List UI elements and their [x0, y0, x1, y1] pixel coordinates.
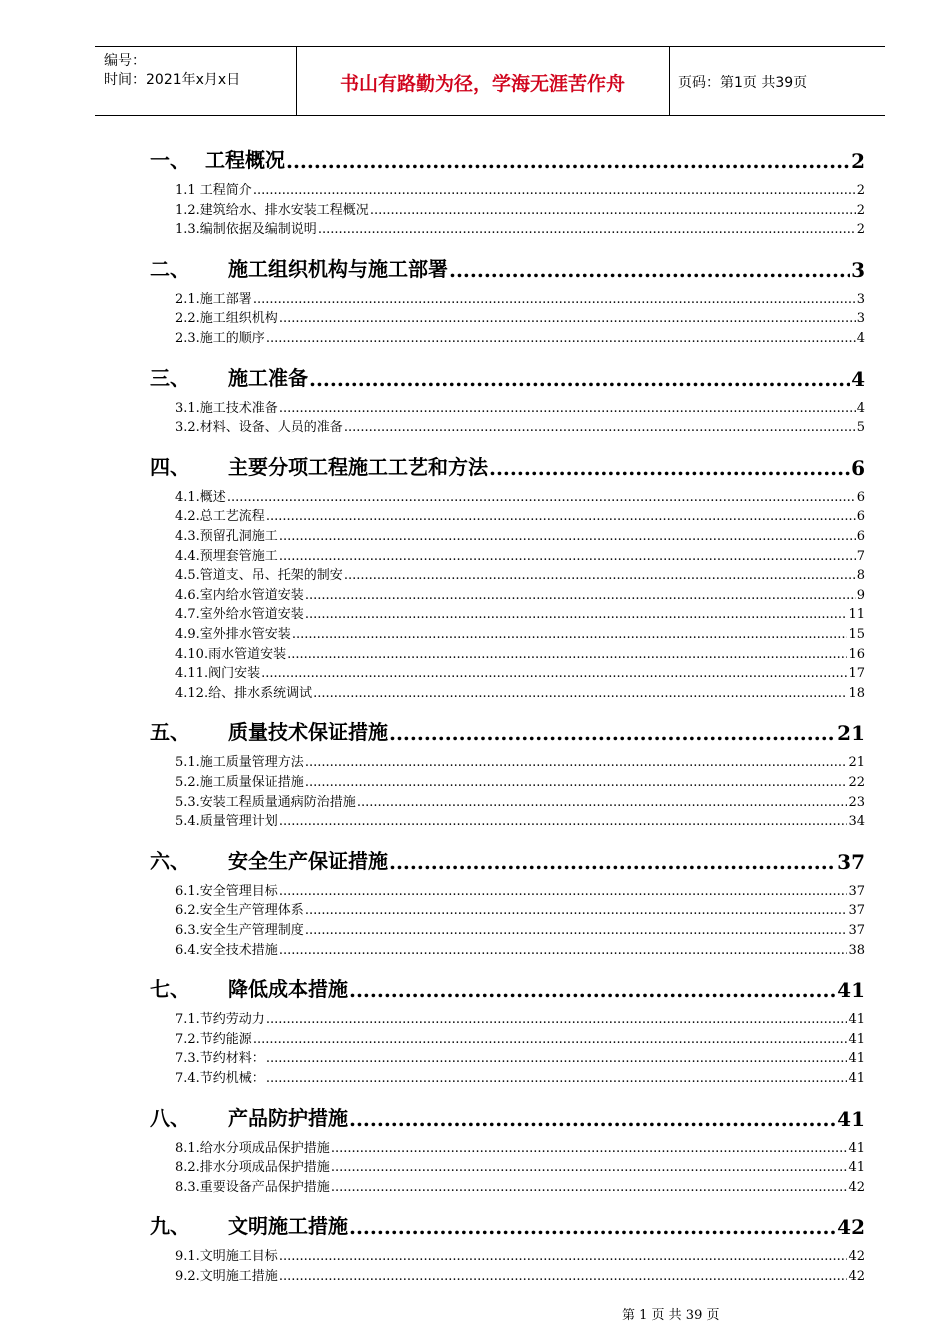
toc-section-title: 5.3.安装工程质量通病防治措施 — [175, 794, 356, 810]
toc-section-title: 2.2.施工组织机构 — [175, 311, 278, 327]
toc-chapter-title: 降低成本措施 — [228, 977, 348, 1002]
toc-chapter-number: 一、 — [150, 148, 190, 172]
toc-chapter-title: 主要分项工程施工工艺和方法 — [228, 454, 488, 479]
toc-chapter-entry[interactable] — [150, 1101, 865, 1131]
toc-leader-dots — [305, 775, 848, 790]
toc-page-number: 7 — [856, 548, 865, 564]
toc-section-title: 8.2.排水分项成品保护措施 — [175, 1160, 330, 1176]
toc-section-entry[interactable] — [150, 682, 865, 701]
document-header — [95, 46, 885, 116]
toc-leader-dots — [227, 490, 856, 505]
toc-section-title: 6.3.安全生产管理制度 — [175, 923, 304, 938]
toc-leader-dots — [305, 755, 848, 770]
toc-leader-dots — [489, 456, 850, 480]
toc-page-number: 42 — [848, 1249, 865, 1265]
header-motto-cell — [296, 47, 670, 115]
toc-section-entry[interactable] — [150, 791, 865, 810]
document-time-label: 时间：2021年x月x日 — [104, 72, 241, 88]
toc-section-entry[interactable] — [150, 416, 865, 435]
toc-chapter-title: 施工组织机构与施工部署 — [228, 256, 448, 281]
toc-page-number: 41 — [848, 1071, 865, 1086]
toc-section-entry[interactable] — [150, 1156, 865, 1175]
toc-chapter-number: 七、 — [150, 977, 190, 1002]
toc-leader-dots — [261, 666, 847, 681]
toc-page-number: 2 — [856, 222, 865, 238]
toc-page-number: 17 — [848, 666, 865, 682]
toc-chapter-title: 质量技术保证措施 — [228, 720, 388, 745]
toc-page-number: 41 — [837, 978, 865, 1003]
toc-page-number: 5 — [856, 420, 865, 436]
toc-leader-dots — [253, 1032, 848, 1047]
toc-chapter-number: 九、 — [150, 1214, 190, 1239]
toc-page-number: 41 — [848, 1051, 865, 1067]
toc-leader-dots — [389, 721, 836, 745]
toc-section-entry[interactable] — [150, 199, 865, 218]
toc-leader-dots — [349, 1215, 836, 1239]
toc-leader-dots — [318, 222, 856, 237]
toc-page-number: 15 — [848, 627, 865, 642]
toc-section-entry[interactable] — [150, 623, 865, 642]
toc-chapter-number: 五、 — [150, 720, 190, 745]
toc-section-title: 4.10.雨水管道安装 — [175, 646, 287, 662]
toc-chapter-title: 文明施工措施 — [228, 1214, 348, 1239]
toc-section-entry[interactable] — [150, 525, 865, 544]
toc-leader-dots — [292, 627, 848, 642]
toc-page-number: 21 — [848, 755, 865, 771]
toc-section-entry[interactable] — [150, 899, 865, 918]
toc-page-number: 22 — [848, 775, 865, 790]
toc-section-entry[interactable] — [150, 771, 865, 790]
toc-section-title: 4.6.室内给水管道安装 — [175, 587, 304, 603]
toc-section-title: 5.1.施工质量管理方法 — [175, 755, 304, 771]
toc-leader-dots — [305, 588, 856, 603]
toc-section-entry[interactable] — [150, 584, 865, 603]
toc-section-title: 2.1.施工部署 — [175, 291, 252, 307]
toc-section-title: 1.3.编制依据及编制说明 — [175, 222, 317, 238]
toc-section-title: 7.3.节约材料： — [175, 1051, 265, 1067]
toc-page-number: 37 — [848, 923, 865, 938]
toc-section-entry[interactable] — [150, 919, 865, 938]
toc-section-entry[interactable] — [150, 1047, 865, 1066]
toc-page-number: 3 — [851, 257, 865, 282]
toc-page-number: 6 — [856, 529, 865, 544]
toc-section-title: 3.2.材料、设备、人员的准备 — [175, 420, 343, 436]
toc-section-entry[interactable] — [150, 603, 865, 622]
toc-page-number: 2 — [856, 202, 865, 218]
toc-section-title: 7.4.节约机械： — [175, 1071, 265, 1086]
toc-section-entry[interactable] — [150, 643, 865, 662]
document-code-label: 编号： — [104, 53, 146, 69]
toc-leader-dots — [309, 367, 850, 391]
toc-section-entry[interactable] — [150, 1067, 865, 1086]
toc-leader-dots — [344, 420, 856, 435]
toc-page-number: 34 — [848, 814, 865, 830]
toc-section-entry[interactable] — [150, 288, 865, 307]
toc-page-number: 37 — [837, 849, 865, 874]
toc-leader-dots — [279, 529, 856, 544]
toc-section-title: 4.5.管道支、吊、托架的制安 — [175, 568, 343, 584]
toc-page-number: 38 — [848, 942, 865, 958]
toc-section-title: 1.2.建筑给水、排水安装工程概况 — [175, 202, 369, 218]
toc-leader-dots — [279, 1249, 848, 1264]
toc-leader-dots — [279, 549, 856, 564]
toc-section-title: 4.11.阀门安装 — [175, 666, 261, 682]
toc-page-number: 3 — [856, 291, 865, 307]
toc-chapter-title: 产品防护措施 — [228, 1105, 348, 1130]
toc-leader-dots — [357, 795, 848, 810]
toc-section-entry[interactable] — [150, 939, 865, 958]
toc-section-entry[interactable] — [150, 880, 865, 899]
toc-leader-dots — [305, 903, 848, 918]
toc-chapter-number: 四、 — [150, 454, 190, 479]
toc-leader-dots — [266, 331, 856, 346]
toc-leader-dots — [287, 647, 847, 662]
toc-page-number: 41 — [848, 1012, 865, 1028]
toc-leader-dots — [279, 311, 856, 326]
toc-leader-dots — [305, 607, 848, 622]
toc-section-entry[interactable] — [150, 486, 865, 505]
toc-page-number: 4 — [851, 366, 865, 391]
toc-section-entry[interactable] — [150, 1137, 865, 1156]
toc-section-title: 4.12.给、排水系统调试 — [175, 685, 313, 701]
toc-chapter-entry[interactable] — [150, 361, 865, 391]
toc-leader-dots — [313, 686, 847, 701]
toc-page-number: 23 — [848, 794, 865, 810]
toc-section-title: 9.2.文明施工措施 — [175, 1269, 278, 1284]
toc-section-title: 4.9.室外排水管安装 — [175, 627, 291, 642]
toc-page-number: 18 — [848, 685, 865, 701]
toc-page-number: 8 — [856, 568, 865, 584]
toc-chapter-number: 三、 — [150, 365, 190, 390]
toc-page-number: 42 — [837, 1215, 865, 1240]
toc-section-title: 9.1.文明施工目标 — [175, 1249, 278, 1265]
toc-section-entry[interactable] — [150, 545, 865, 564]
toc-section-entry[interactable] — [150, 179, 865, 198]
toc-chapter-number: 二、 — [150, 256, 190, 281]
toc-section-entry[interactable] — [150, 1265, 865, 1284]
toc-chapter-number: 六、 — [150, 848, 190, 873]
toc-section-title: 4.1.概述 — [175, 489, 226, 505]
toc-leader-dots — [305, 923, 848, 938]
toc-section-entry[interactable] — [150, 327, 865, 346]
toc-section-entry[interactable] — [150, 662, 865, 681]
toc-section-entry[interactable] — [150, 564, 865, 583]
toc-chapter-title: 施工准备 — [228, 365, 308, 390]
toc-section-title: 1.1 工程简介 — [175, 183, 252, 198]
toc-section-title: 6.4.安全技术措施 — [175, 942, 278, 958]
toc-leader-dots — [331, 1141, 848, 1156]
toc-section-title: 4.7.室外给水管道安装 — [175, 607, 304, 623]
toc-page-number: 42 — [848, 1179, 865, 1195]
toc-leader-dots — [286, 149, 850, 173]
toc-chapter-title: 工程概况 — [205, 148, 285, 172]
toc-page-number: 41 — [837, 1106, 865, 1131]
footer-page-number: 第 1 页 共 39 页 — [622, 1308, 720, 1323]
toc-chapter-entry[interactable] — [150, 715, 865, 745]
toc-leader-dots — [279, 1269, 848, 1284]
toc-section-title: 4.3.预留孔洞施工 — [175, 529, 278, 544]
toc-leader-dots — [349, 978, 836, 1002]
toc-page-number: 9 — [856, 587, 865, 603]
toc-chapter-entry[interactable] — [150, 450, 865, 480]
toc-section-title: 8.1.给水分项成品保护措施 — [175, 1140, 330, 1156]
toc-section-entry[interactable] — [150, 751, 865, 770]
toc-section-title: 8.3.重要设备产品保护措施 — [175, 1179, 330, 1195]
toc-section-entry[interactable] — [150, 307, 865, 326]
toc-section-entry[interactable] — [150, 397, 865, 416]
toc-section-title: 7.1.节约劳动力 — [175, 1012, 265, 1028]
toc-chapter-entry[interactable] — [150, 1209, 865, 1239]
toc-chapter-entry[interactable] — [150, 143, 865, 173]
toc-section-entry[interactable] — [150, 505, 865, 524]
toc-page-number: 37 — [848, 883, 865, 899]
toc-section-title: 3.1.施工技术准备 — [175, 400, 278, 416]
toc-leader-dots — [253, 292, 856, 307]
toc-leader-dots — [266, 1051, 848, 1066]
toc-page-number: 41 — [848, 1160, 865, 1176]
header-page-cell — [669, 47, 885, 115]
header-motto: 书山有路勤为径，学海无涯苦作舟 — [339, 73, 625, 95]
header-page-info: 页码：第1页 共39页 — [678, 75, 808, 91]
toc-page-number: 3 — [856, 311, 865, 327]
toc-page-number: 4 — [856, 400, 865, 416]
toc-leader-dots — [266, 509, 856, 524]
toc-section-title: 5.2.施工质量保证措施 — [175, 775, 304, 790]
toc-chapter-number: 八、 — [150, 1105, 190, 1130]
toc-leader-dots — [266, 1012, 848, 1027]
toc-leader-dots — [279, 884, 848, 899]
toc-leader-dots — [266, 1071, 848, 1086]
toc-leader-dots — [370, 203, 856, 218]
toc-page-number: 2 — [856, 183, 865, 198]
toc-section-entry[interactable] — [150, 218, 865, 237]
toc-page-number: 37 — [848, 903, 865, 919]
toc-page-number: 6 — [856, 509, 865, 525]
toc-page-number: 11 — [848, 607, 865, 623]
toc-page-number: 6 — [851, 455, 865, 480]
toc-section-entry[interactable] — [150, 1245, 865, 1264]
toc-leader-dots — [349, 1107, 836, 1131]
toc-page-number: 41 — [848, 1031, 865, 1047]
toc-leader-dots — [449, 258, 850, 282]
toc-page-number: 2 — [851, 149, 865, 173]
toc-page-number: 4 — [856, 331, 865, 346]
toc-leader-dots — [331, 1180, 848, 1195]
toc-page-number: 21 — [837, 721, 865, 746]
toc-leader-dots — [344, 568, 856, 583]
toc-section-entry[interactable] — [150, 810, 865, 829]
toc-section-title: 4.2.总工艺流程 — [175, 509, 265, 525]
toc-page-number: 6 — [856, 489, 865, 505]
toc-leader-dots — [279, 814, 848, 829]
toc-chapter-title: 安全生产保证措施 — [228, 848, 388, 873]
toc-section-title: 4.4.预埋套管施工 — [175, 548, 278, 564]
toc-section-title: 6.2.安全生产管理体系 — [175, 903, 304, 919]
toc-leader-dots — [389, 850, 836, 874]
toc-chapter-entry[interactable] — [150, 972, 865, 1002]
toc-chapter-entry[interactable] — [150, 252, 865, 282]
toc-leader-dots — [279, 943, 848, 958]
toc-section-title: 6.1.安全管理目标 — [175, 883, 278, 899]
toc-page-number: 41 — [848, 1140, 865, 1156]
toc-leader-dots — [331, 1160, 848, 1175]
toc-leader-dots — [279, 401, 856, 416]
toc-page-number: 16 — [848, 646, 865, 662]
toc-section-title: 5.4.质量管理计划 — [175, 814, 278, 830]
toc-section-entry[interactable] — [150, 1176, 865, 1195]
toc-section-title: 7.2.节约能源 — [175, 1031, 252, 1047]
toc-section-title: 2.3.施工的顺序 — [175, 331, 265, 346]
toc-section-entry[interactable] — [150, 1008, 865, 1027]
header-meta-cell — [95, 47, 297, 115]
toc-leader-dots — [253, 183, 856, 198]
toc-section-entry[interactable] — [150, 1028, 865, 1047]
toc-chapter-entry[interactable] — [150, 844, 865, 874]
toc-page-number: 42 — [848, 1269, 865, 1284]
